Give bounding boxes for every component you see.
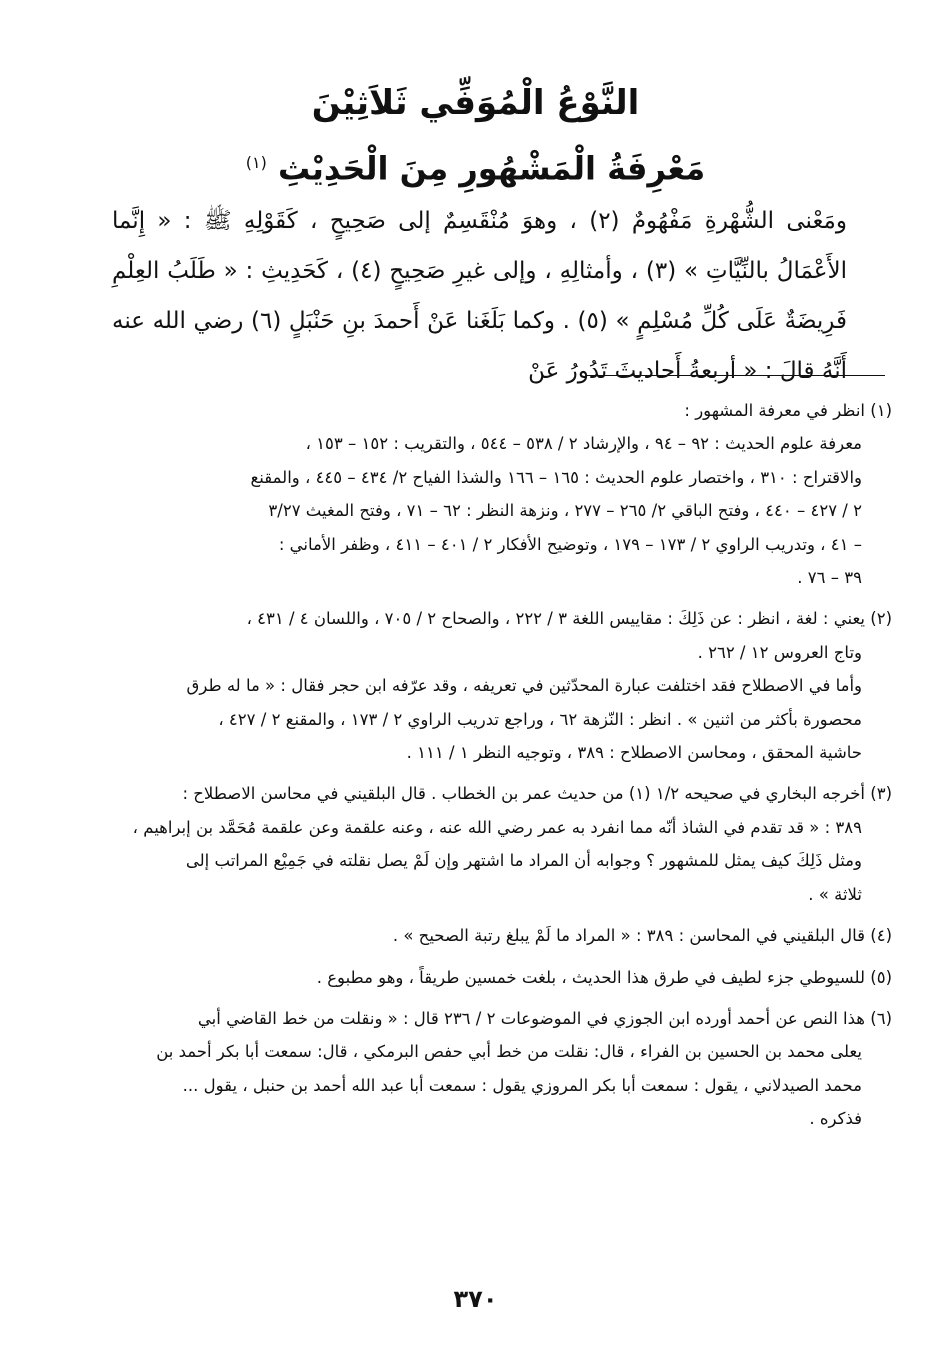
footnote-line: معرفة علوم الحديث : ٩٢ – ٩٤ ، والإرشاد ٢ / ٥٣٨ – ٥٤٤ ، والتقريب : ١٥٢ – ١٥٣ ،: [305, 434, 862, 454]
footnote-line: محمد الصيدلاني ، يقول : سمعت أبا بكر المروزي يقول : سمعت أبا عبد الله أحمد بن حنبل ، يقول ...: [182, 1075, 862, 1095]
footnote-line: ثلاثة » .: [808, 884, 862, 904]
chapter-title: النَّوْعُ الْمُوَفِّي ثَلاَثِيْنَ: [311, 83, 640, 123]
footnote: [112, 919, 892, 952]
footnote-line: يعلى محمد بن الحسين بن الفراء ، قال: نقلت من خط أبي حفص البرمكي ، قال: سمعت أبا بكر أحمد بن: [156, 1042, 862, 1062]
footnote-line: فذكره .: [809, 1109, 862, 1129]
footnote-line: وتاج العروس ١٢ / ٢٦٢ .: [697, 642, 862, 662]
footnote: [112, 961, 892, 994]
footnote-line: وأما في الاصطلاح فقد اختلفت عبارة المحدّثين في تعريفه ، وقد عرّفه ابن حجر فقال : « ما له طرق: [186, 676, 862, 696]
footnote-line: ٢ / ٤٢٧ – ٤٤٠ ، وفتح الباقي ٢/ ٢٦٥ – ٢٧٧ ، ونزهة النظر : ٦٢ – ٧١ ، وفتح المغيث ٣/٢٧: [268, 501, 862, 521]
footnote-line: محصورة بأكثر من اثنين » . انظر : النّزهة ٦٢ ، وراجع تدريب الراوي ٢ / ١٧٣ ، والمقنع ٢ / ٤٢٧ ،: [218, 709, 862, 729]
footnote-line: (٢) يعني : لغة ، انظر : عن ذَلِكَ : مقاييس اللغة ٣ / ٢٢٢ ، والصحاح ٢ / ٧٠٥ ، واللسان ٤ / ٤٣١ ،: [246, 609, 892, 629]
footnote-line: (٣) أخرجه البخاري في صحيحه ١/٢ (١) من حديث عمر بن الخطاب . قال البلقيني في محاسن الاصطلاح :: [182, 784, 892, 804]
footnote-line: (٦) هذا النص عن أحمد أورده ابن الجوزي في الموضوعات ٢ / ٢٣٦ قال : « ونقلت من خط القاضي أبي: [197, 1008, 892, 1028]
body-paragraph: ومَعْنى الشُّهْرةِ مَفْهُومٌ (٢) ، وهوَ مُنْقَسِمٌ إلى صَحِيحٍ ، كَقَوْلِهِ ﷺ : « إِنَّما الأَعْمَالُ بالنِّيَّاتِ » (٣) ، وأمثالِهِ ، وإلى غيرِ صَحِيحٍ (٤) ، كَحَدِيثِ : « طَلَبُ العِلْمِ فَرِيضَةٌ عَلَى كُلِّ مُسْلِمٍ » (٥) . وكما بَلَغَنا عَنْ أَحمدَ بنِ حَنْبَلٍ (٦) رضي الله عنه أَنَّهُ قالَ : « أربعةُ أَحاديثَ تَدُورُ عَنْ: [112, 208, 847, 384]
section-title-footnote-ref: (١): [245, 153, 267, 172]
footnote: [112, 1002, 892, 1136]
footnote: [112, 777, 892, 911]
section-title: [0, 138, 951, 194]
footnote-line: ٣٩ – ٧٦ .: [797, 568, 862, 588]
page-number: ٣٧٠: [453, 1285, 498, 1313]
footnote-line: (٥) للسيوطي جزء لطيف في طرق هذا الحديث ، بلغت خمسين طريقاً ، وهو مطبوع .: [316, 967, 892, 987]
footnote: [112, 602, 892, 769]
footnote: [112, 394, 892, 594]
footnote-line: – ٤١ ، وتدريب الراوي ٢ / ١٧٣ – ١٧٩ ، وتوضيح الأفكار ٢ / ٤٠١ – ٤١١ ، وظفر الأماني :: [278, 534, 862, 554]
footnote-line: حاشية المحقق ، ومحاسن الاصطلاح : ٣٨٩ ، وتوجيه النظر ١ / ١١١ .: [406, 743, 862, 763]
footnotes-section: [112, 394, 892, 1144]
footnote-line: ومثل ذَلِكَ كيف يمثل للمشهور ؟ وجوابه أن المراد ما اشتهر وإن لَمْ يصل نقلته في جَمِيْع المراتب إلى: [185, 851, 862, 871]
footnote-line: والاقتراح : ٣١٠ ، واختصار علوم الحديث : ١٦٥ – ١٦٦ والشذا الفياح ٢/ ٤٣٤ – ٤٤٥ ، والمقنع: [250, 467, 862, 487]
footnote-line: (١) انظر في معرفة المشهور :: [684, 401, 892, 420]
footnote-line: (٤) قال البلقيني في المحاسن : ٣٨٩ : « المراد ما لَمْ يبلغ رتبة الصحيح » .: [392, 926, 892, 946]
footnote-line: ٣٨٩ : « قد تقدم في الشاذ أنّه مما انفرد به عمر رضي الله عنه ، وعنه علقمة وعن علقمة مُحَمَّد بن إبراهيم ،: [132, 817, 862, 837]
footnote-divider: [587, 375, 885, 376]
section-title-text: مَعْرِفَةُ الْمَشْهُورِ مِنَ الْحَدِيْثِ: [278, 149, 706, 188]
